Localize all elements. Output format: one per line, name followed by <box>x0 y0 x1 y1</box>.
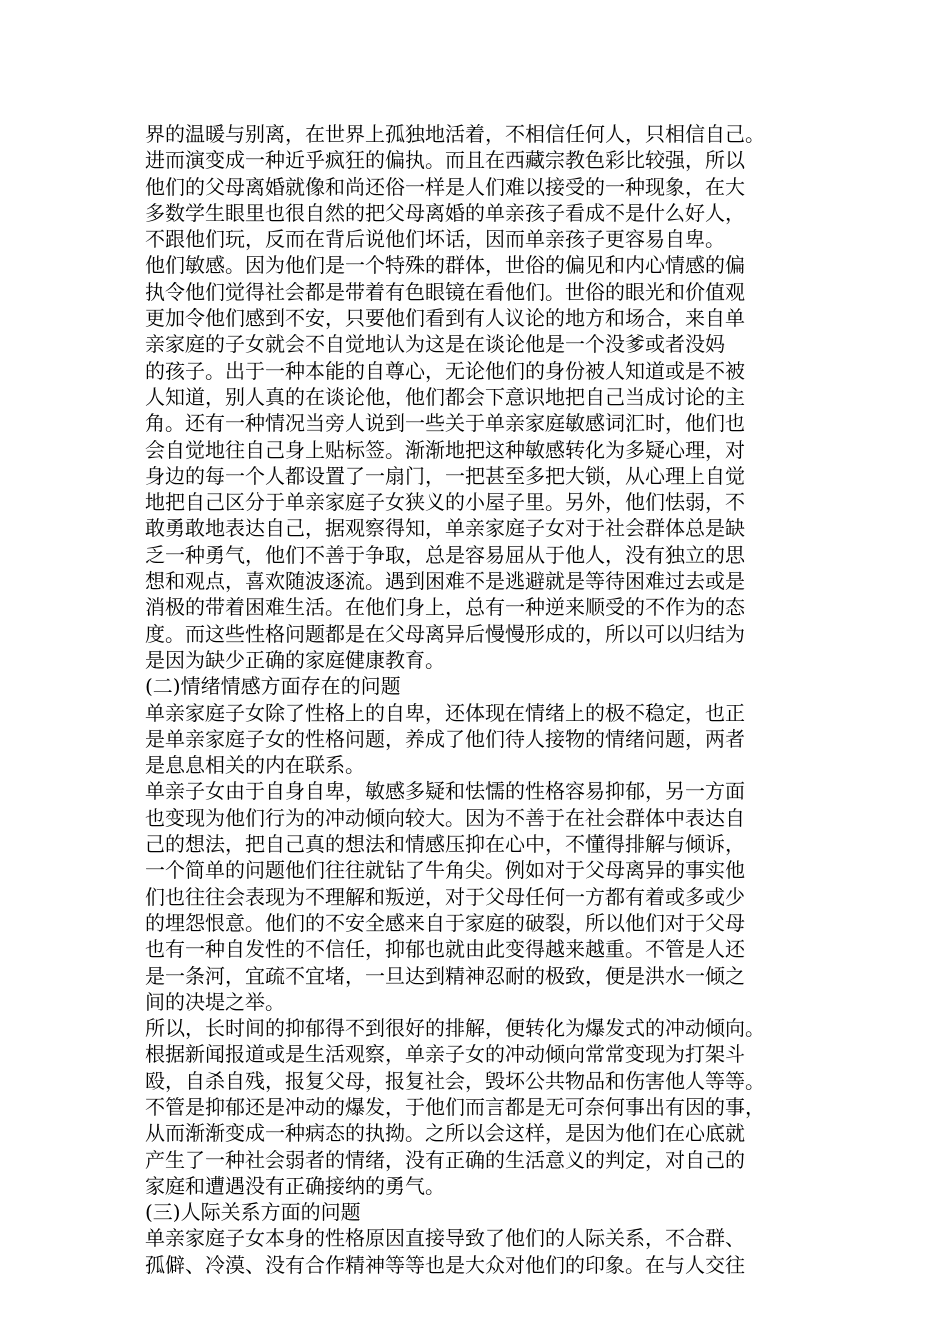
text-line: 界的温暖与别离，在世界上孤独地活着，不相信任何人，只相信自己。 <box>145 122 765 146</box>
text-line: 地把自己区分于单亲家庭子女狭义的小屋子里。另外，他们怯弱，不 <box>145 490 745 515</box>
section-heading: (二)情绪情感方面存在的问题 <box>145 674 401 699</box>
text-line: 的孩子。出于一种本能的自尊心，无论他们的身份被人知道或是不被 <box>145 358 745 383</box>
text-line: 的埋怨恨意。他们的不安全感来自于家庭的破裂，所以他们对于父母 <box>145 910 745 935</box>
text-line: 多数学生眼里也很自然的把父母离婚的单亲孩子看成不是什么好人， <box>145 200 745 225</box>
text-line: 他们敏感。因为他们是一个特殊的群体，世俗的偏见和内心情感的偏 <box>145 253 745 278</box>
text-line: 从而渐渐变成一种病态的执拗。之所以会这样，是因为他们在心底就 <box>145 1121 745 1146</box>
text-line: 单亲家庭子女除了性格上的自卑，还体现在情绪上的极不稳定，也正 <box>145 700 745 725</box>
text-line: 单亲子女由于自身自卑，敏感多疑和怯懦的性格容易抑郁，另一方面 <box>145 779 745 804</box>
text-line: 身边的每一个人都设置了一扇门，一把甚至多把大锁，从心理上自觉 <box>145 463 745 488</box>
text-line: 不管是抑郁还是冲动的爆发，于他们而言都是无可奈何事出有因的事， <box>145 1094 765 1119</box>
text-line: 也有一种自发性的不信任，抑郁也就由此变得越来越重。不管是人还 <box>145 937 745 962</box>
text-line: 是因为缺少正确的家庭健康教育。 <box>145 647 445 672</box>
text-line: 人知道，别人真的在谈论他，他们都会下意识地把自己当成讨论的主 <box>145 384 745 409</box>
text-line: 是单亲家庭子女的性格问题，养成了他们待人接物的情绪问题，两者 <box>145 726 745 751</box>
text-line: 产生了一种社会弱者的情绪，没有正确的生活意义的判定，对自己的 <box>145 1147 745 1172</box>
document-body <box>145 121 815 1278</box>
text-line: 进而演变成一种近乎疯狂的偏执。而且在西藏宗教色彩比较强，所以 <box>145 148 745 173</box>
text-line: 一个简单的问题他们往往就钻了牛角尖。例如对于父母离异的事实他 <box>145 858 745 883</box>
text-line: 想和观点，喜欢随波逐流。遇到困难不是逃避就是等待困难过去或是 <box>145 569 745 594</box>
text-line: 殴，自杀自残，报复父母，报复社会，毁坏公共物品和伤害他人等等。 <box>145 1068 765 1093</box>
text-line: 度。而这些性格问题都是在父母离异后慢慢形成的，所以可以归结为 <box>145 621 745 646</box>
text-line: 根据新闻报道或是生活观察，单亲子女的冲动倾向常常变现为打架斗 <box>145 1042 745 1067</box>
text-line: 们也往往会表现为不理解和叛逆，对于父母任何一方都有着或多或少 <box>145 884 745 909</box>
text-line: 间的决堤之举。 <box>145 989 285 1014</box>
text-line: 己的想法，把自己真的想法和情感压抑在心中，不懂得排解与倾诉， <box>145 832 745 857</box>
text-line: 乏一种勇气，他们不善于争取，总是容易屈从于他人，没有独立的思 <box>145 542 745 567</box>
text-line: 不跟他们玩，反而在背后说他们坏话，因而单亲孩子更容易自卑。 <box>145 227 725 252</box>
text-line: 执令他们觉得社会都是带着有色眼镜在看他们。世俗的眼光和价值观 <box>145 279 745 304</box>
section-heading: (三)人际关系方面的问题 <box>145 1200 361 1225</box>
text-line: 敢勇敢地表达自己，据观察得知，单亲家庭子女对于社会群体总是缺 <box>145 516 745 541</box>
text-line: 家庭和遭遇没有正确接纳的勇气。 <box>145 1173 445 1198</box>
text-line: 亲家庭的子女就会不自觉地认为这是在谈论他是一个没爹或者没妈 <box>145 332 725 357</box>
text-line: 会自觉地往自己身上贴标签。渐渐地把这种敏感转化为多疑心理，对 <box>145 437 745 462</box>
text-line: 孤僻、冷漠、没有合作精神等等也是大众对他们的印象。在与人交往 <box>145 1252 745 1277</box>
text-line: 消极的带着困难生活。在他们身上，总有一种逆来顺受的不作为的态 <box>145 595 745 620</box>
text-line: 所以，长时间的抑郁得不到很好的排解，便转化为爆发式的冲动倾向。 <box>145 1016 765 1041</box>
text-line: 也变现为他们行为的冲动倾向较大。因为不善于在社会群体中表达自 <box>145 805 745 830</box>
text-line: 更加令他们感到不安，只要他们看到有人议论的地方和场合，来自单 <box>145 306 745 331</box>
text-line: 是息息相关的内在联系。 <box>145 753 365 778</box>
text-line: 他们的父母离婚就像和尚还俗一样是人们难以接受的一种现象，在大 <box>145 174 745 199</box>
text-line: 单亲家庭子女本身的性格原因直接导致了他们的人际关系，不合群、 <box>145 1226 745 1251</box>
text-line: 角。还有一种情况当旁人说到一些关于单亲家庭敏感词汇时，他们也 <box>145 411 745 436</box>
text-line: 是一条河，宜疏不宜堵，一旦达到精神忍耐的极致，便是洪水一倾之 <box>145 963 745 988</box>
